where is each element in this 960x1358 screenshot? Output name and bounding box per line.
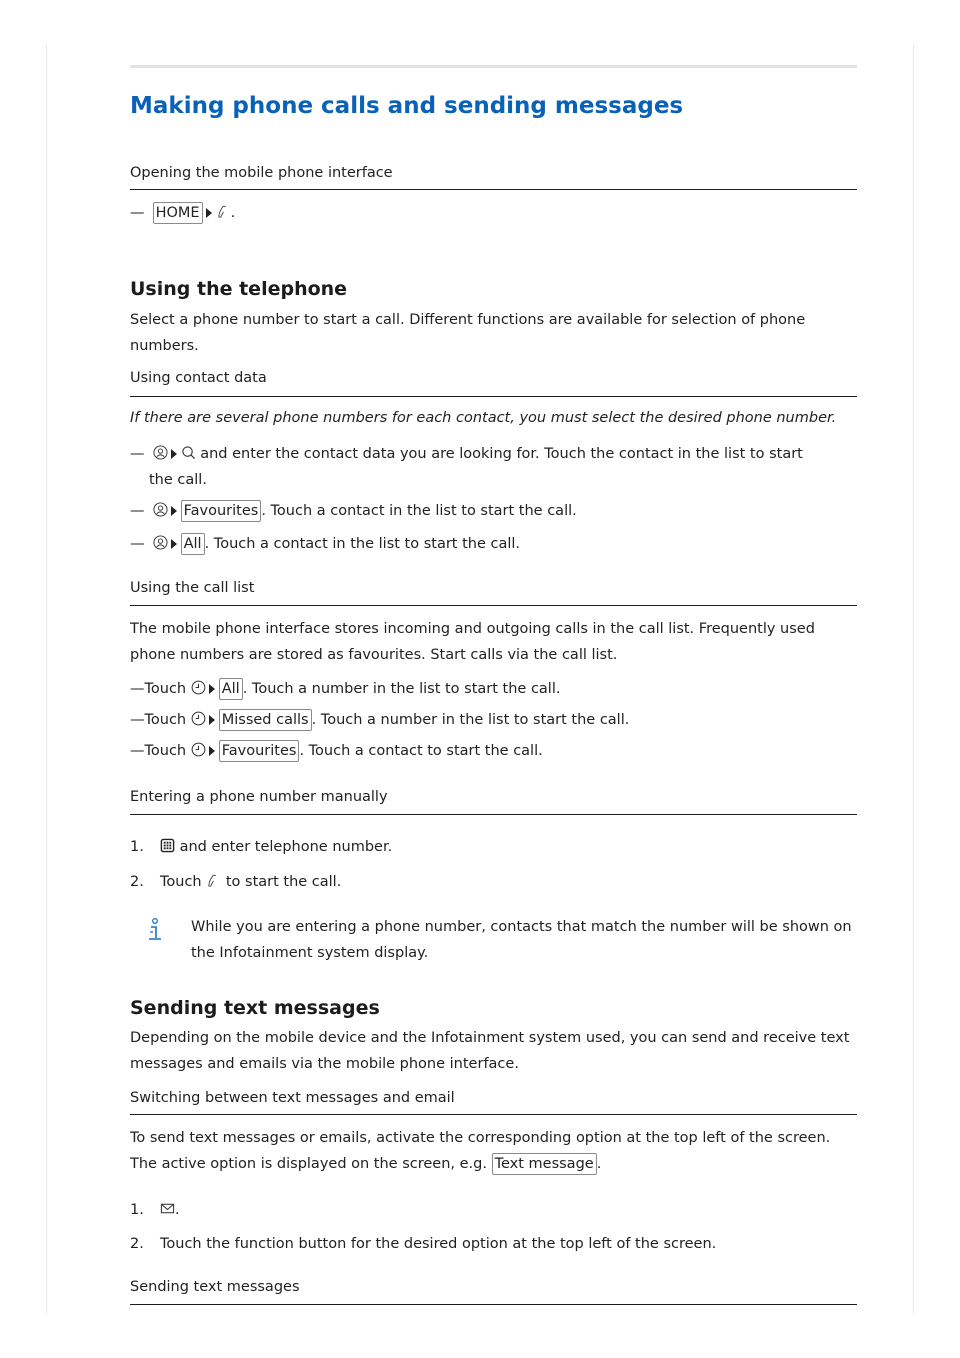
arrow-icon — [171, 506, 177, 516]
switching-paragraph-line-1: To send text messages or emails, activate the corresponding option at the top left of the screen. — [130, 1130, 831, 1146]
section-title-text-messages: Sending text messages — [130, 997, 380, 1019]
call-list-step-2: —Touch Missed calls . Touch a number in the list to start the call. — [130, 708, 857, 732]
contact-step-2: — Favourites . Touch a contact in the list to start the call. — [130, 499, 857, 523]
clock-icon — [191, 742, 206, 757]
rule — [130, 814, 857, 815]
step-number: 1. — [130, 1202, 144, 1218]
arrow-icon — [209, 746, 215, 756]
arrow-icon — [206, 208, 212, 218]
arrow-icon — [209, 715, 215, 725]
rule — [130, 1304, 857, 1305]
phone-icon — [216, 204, 231, 219]
touch-word: Touch — [144, 743, 187, 759]
top-divider — [130, 65, 857, 68]
rule — [130, 189, 857, 190]
call-list-step-3: —Touch Favourites . Touch a contact to start the call. — [130, 739, 857, 763]
arrow-icon — [209, 684, 215, 694]
rule — [130, 605, 857, 606]
manual-step-2-text: to start the call. — [225, 874, 342, 890]
call-list-step-1-text: . Touch a number in the list to start the call. — [242, 681, 561, 697]
switching-paragraph-line-2: The active option is displayed on the screen, e.g. Text message . — [130, 1152, 857, 1176]
step-number: 2. — [130, 1236, 144, 1252]
call-list-step-3-text: . Touch a contact to start the call. — [299, 743, 543, 759]
rule — [130, 396, 857, 397]
switching-step-1: 1. . — [130, 1198, 857, 1222]
page-title: Making phone calls and sending messages — [130, 93, 684, 119]
phone-icon — [206, 873, 221, 888]
call-list-step-1: —Touch All . Touch a number in the list to start the call. — [130, 677, 857, 701]
text-messages-intro: Depending on the mobile device and the Infotainment system used, you can send and receive text messages and emails via the mobile phone interface. — [130, 1030, 850, 1072]
contacts-icon — [153, 502, 168, 517]
contact-step-1-text: and enter the contact data you are looking for. Touch the contact in the list to start — [200, 446, 803, 462]
info-icon — [145, 918, 165, 944]
clock-icon — [191, 680, 206, 695]
arrow-icon — [171, 539, 177, 549]
contacts-icon — [153, 445, 168, 460]
manual-step-1 — [130, 835, 857, 859]
call-list-intro: The mobile phone interface stores incoming and outgoing calls in the call list. Frequently used phone numbers are stored as favourites. Start calls via the call list. — [130, 621, 815, 663]
manual-step-2-touch: Touch — [160, 874, 202, 890]
info-note: While you are entering a phone number, contacts that match the number will be shown on the Infotainment system display. — [191, 919, 852, 961]
step-number: 2. — [130, 874, 144, 890]
mail-icon — [160, 1201, 175, 1216]
all-button-label: All — [219, 678, 243, 700]
contact-step-1: — and enter the contact data you are looking for. Touch the contact in the list to start — [130, 446, 803, 462]
contacts-icon — [153, 535, 168, 550]
rule — [130, 1114, 857, 1115]
manual-step-1-text: and enter telephone number. — [179, 839, 393, 855]
subheading-manual-entry: Entering a phone number manually — [130, 789, 388, 805]
contact-step-1-cont: the call. — [149, 472, 207, 488]
step-number: 1. — [130, 839, 144, 855]
subheading-call-list: Using the call list — [130, 580, 255, 596]
call-list-step-2-text: . Touch a number in the list to start the call. — [311, 712, 630, 728]
favourites-button-label: Favourites — [181, 500, 262, 522]
touch-word: Touch — [144, 712, 187, 728]
favourites-button-label: Favourites — [219, 740, 300, 762]
switching-paragraph-text: The active option is displayed on the screen, e.g. — [130, 1156, 487, 1172]
switching-step-2-text: Touch the function button for the desired option at the top left of the screen. — [160, 1236, 717, 1252]
left-margin-line — [46, 45, 47, 1313]
step-open-phone: — HOME . — [130, 201, 857, 225]
subheading-contact-data: Using contact data — [130, 370, 267, 386]
section-title-telephone: Using the telephone — [130, 278, 348, 300]
clock-icon — [191, 711, 206, 726]
contact-step-2-text: . Touch a contact in the list to start the call. — [261, 503, 577, 519]
keypad-icon — [160, 838, 175, 853]
home-button-label: HOME — [153, 202, 203, 224]
search-icon — [181, 445, 196, 460]
touch-word: Touch — [144, 681, 187, 697]
text-message-button-label: Text message — [492, 1153, 597, 1175]
contact-note: If there are several phone numbers for each contact, you must select the desired phone number. — [130, 410, 837, 426]
arrow-icon — [171, 449, 177, 459]
manual-step-2 — [130, 870, 857, 894]
right-margin-line — [913, 45, 914, 1313]
missed-calls-button-label: Missed calls — [219, 709, 312, 731]
contact-step-3: — All . Touch a contact in the list to start the call. — [130, 532, 857, 556]
telephone-intro: Select a phone number to start a call. Different functions are available for selection of phone numbers. — [130, 312, 806, 354]
switching-step-2 — [130, 1232, 857, 1256]
contact-step-3-text: . Touch a contact in the list to start the call. — [204, 536, 521, 552]
all-button-label: All — [181, 533, 205, 555]
subheading-sending: Sending text messages — [130, 1279, 300, 1295]
subheading-opening: Opening the mobile phone interface — [130, 165, 393, 181]
subheading-switching: Switching between text messages and email — [130, 1090, 455, 1106]
